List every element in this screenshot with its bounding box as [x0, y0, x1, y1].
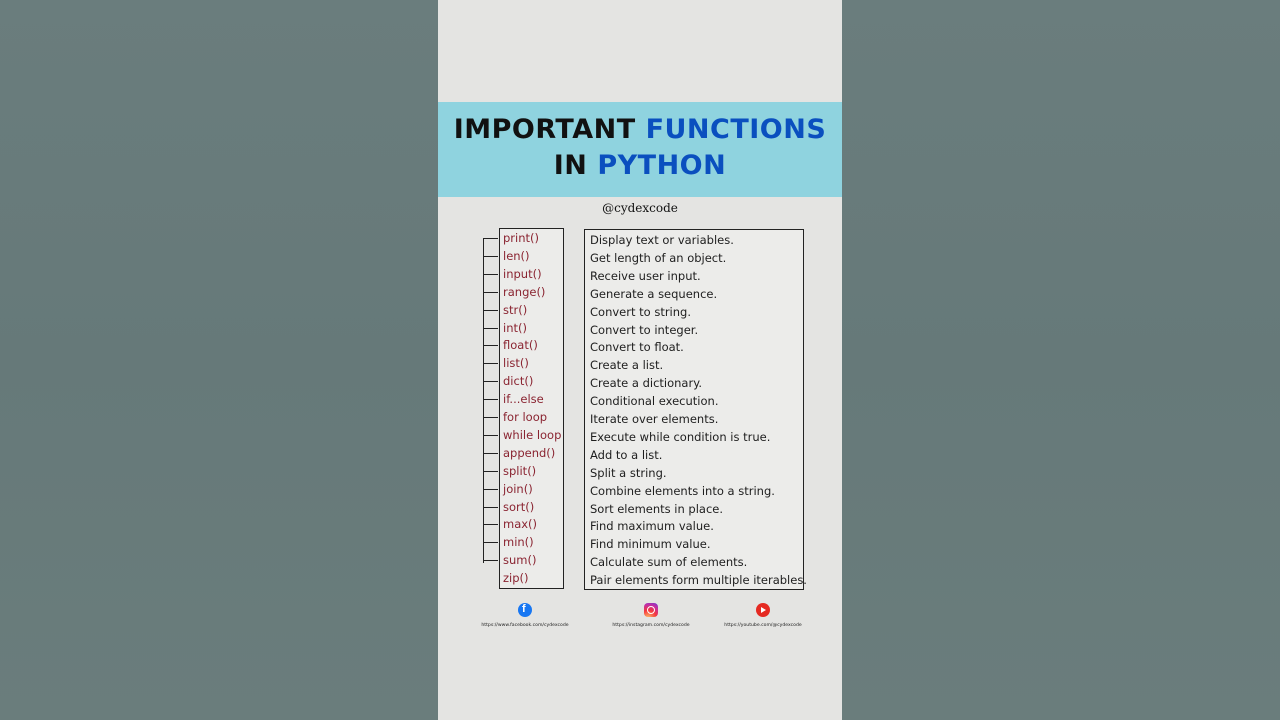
- function-description: Conditional execution.: [590, 394, 719, 409]
- facebook-url[interactable]: https://www.facebook.com/cydexcode: [481, 623, 569, 628]
- function-description: Receive user input.: [590, 268, 701, 283]
- function-name: str(): [503, 302, 528, 317]
- title-word-functions: FUNCTIONS: [645, 114, 827, 145]
- tree-tick: [483, 560, 498, 561]
- function-name: range(): [503, 284, 546, 299]
- function-description: Pair elements form multiple iterables.: [590, 573, 807, 588]
- tree-tick: [483, 274, 498, 275]
- background-left: [0, 0, 438, 720]
- instagram-url[interactable]: https://instagram.com/cydexcode: [612, 623, 690, 628]
- function-description: Display text or variables.: [590, 233, 734, 247]
- background-right: [842, 0, 1280, 720]
- function-name: if...else: [503, 392, 544, 407]
- tree-tick: [483, 399, 498, 400]
- tree-tick: [483, 381, 498, 382]
- descriptions-box: [584, 229, 804, 590]
- function-description: Combine elements into a string.: [590, 483, 775, 498]
- tree-tick: [483, 453, 498, 454]
- tree-connector-line: [483, 238, 484, 563]
- function-description: Sort elements in place.: [590, 501, 724, 516]
- function-description: Create a dictionary.: [590, 376, 703, 391]
- function-description: Generate a sequence.: [590, 286, 718, 301]
- title-word-python: PYTHON: [597, 150, 727, 181]
- tree-tick: [483, 292, 498, 293]
- tree-tick: [483, 345, 498, 346]
- youtube-url[interactable]: https://youtube.com/@cydexcode: [724, 623, 802, 628]
- social-instagram[interactable]: [586, 602, 716, 628]
- tree-tick: [483, 310, 498, 311]
- tree-tick: [483, 328, 498, 329]
- function-description: Iterate over elements.: [590, 412, 719, 426]
- function-description: Split a string.: [590, 465, 667, 480]
- function-name: len(): [503, 248, 530, 263]
- title-word-in: IN: [553, 150, 588, 181]
- tree-tick: [483, 489, 498, 490]
- function-name: input(): [503, 266, 542, 281]
- function-name: while loop: [503, 427, 562, 442]
- function-name: float(): [503, 338, 538, 353]
- tree-tick: [483, 435, 498, 436]
- tree-tick: [483, 524, 498, 525]
- function-description: Convert to float.: [590, 340, 684, 355]
- title-word-important: IMPORTANT: [453, 114, 636, 145]
- tree-tick: [483, 542, 498, 543]
- tree-tick: [483, 363, 498, 364]
- tree-tick: [483, 471, 498, 472]
- function-name: append(): [503, 445, 556, 460]
- function-name: for loop: [503, 410, 548, 424]
- facebook-icon[interactable]: [518, 603, 532, 617]
- instagram-icon[interactable]: [644, 603, 658, 617]
- function-description: Create a list.: [590, 358, 664, 373]
- social-facebook[interactable]: [460, 602, 590, 628]
- function-description: Add to a list.: [590, 447, 663, 462]
- author-handle: @cydexcode: [602, 201, 678, 215]
- infographic-panel: [438, 0, 842, 720]
- function-name: print(): [503, 231, 539, 245]
- function-description: Find maximum value.: [590, 519, 714, 534]
- function-name: max(): [503, 517, 538, 532]
- tree-tick: [483, 417, 498, 418]
- function-description: Find minimum value.: [590, 537, 711, 552]
- function-name: dict(): [503, 374, 534, 389]
- function-name: sort(): [503, 499, 535, 514]
- function-name: zip(): [503, 571, 529, 586]
- function-name: split(): [503, 463, 537, 478]
- function-name: list(): [503, 356, 529, 371]
- function-description: Convert to string.: [590, 304, 691, 319]
- social-youtube[interactable]: [698, 602, 828, 628]
- page-title: [438, 112, 842, 184]
- function-name: min(): [503, 535, 534, 550]
- function-description: Convert to integer.: [590, 322, 699, 337]
- youtube-icon[interactable]: [756, 603, 770, 617]
- function-description: Execute while condition is true.: [590, 429, 771, 444]
- tree-tick: [483, 238, 498, 239]
- tree-tick: [483, 256, 498, 257]
- function-name: join(): [503, 481, 533, 496]
- tree-tick: [483, 507, 498, 508]
- function-name: sum(): [503, 553, 537, 568]
- function-name: int(): [503, 320, 527, 335]
- function-description: Calculate sum of elements.: [590, 555, 748, 570]
- function-description: Get length of an object.: [590, 250, 727, 265]
